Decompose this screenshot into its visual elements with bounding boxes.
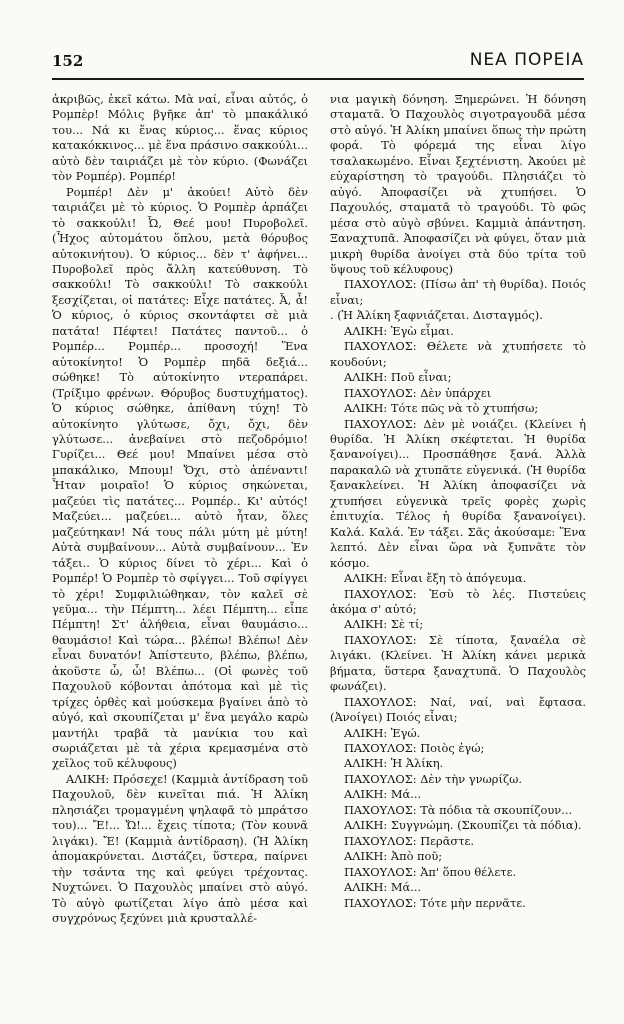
dialogue-line: ΠΑΧΟΥΛΟΣ: Δὲν μὲ νοιάζει. (Κλείνει ἡ θυρίδα. Ἡ Ἀλίκη σκέφτεται. Ἡ θυρίδα ξανανοίγει)... Προσπάθησε ξανά. Ἀλλὰ παρακαλῶ νὰ χτυπᾶτε εὐγενικά. (Ἡ θυρίδα ξανακλείνει. Ἡ Ἀλίκη ἀποφασίζει νὰ χτυπήσει εὐγενικὰ τρεῖς φορὲς χωρὶς ἐπιτυχία. Τέλος ἡ θυρίδα ξανανοίγει). Καλά. Καλά. Ἐν τάξει. Σᾶς ἀκούσαμε: Ἕνα λεπτό. Δὲν εἶναι ὥρα νὰ ξυπνᾶτε τὸν κόσμο.	[330, 416, 586, 570]
dialogue-line: ΑΛΙΚΗ: Ἡ Ἀλίκη.	[344, 756, 444, 771]
dialogue-line: ΑΛΙΚΗ: Ποῦ εἶναι;	[344, 370, 452, 385]
dialogue-line: ΑΛΙΚΗ: Ἐγὼ εἶμαι.	[344, 323, 454, 338]
dialogue-line: ΑΛΙΚΗ: Τότε πῶς νὰ τὸ χτυπήσω;	[344, 401, 539, 416]
paragraph: νια μαγικὴ δόνηση. Ξημερώνει. Ἡ δόνηση σταματᾶ. Ὁ Παχουλὸς σιγοτραγουδᾶ μέσα στὸ αὐγό. Ἡ Ἀλίκη μπαίνει ὅπως τὴν πρώτη φορά. Τὸ φόρεμά της εἶναι λίγο τσαλακωμένο. Εἶναι ξεχτένιστη. Ἀκούει μὲ εὐχαρίστηση τὸ τραγούδι. Πλησιάζει τὸ αὐγό. Ἀποφασίζει νὰ χτυπήσει. Ὁ Παχουλός, σταματᾶ τὸ τραγούδι. Τὸ φῶς μέσα στὸ αὐγὸ σβύνει. Καμμιὰ ἀπάντηση. Ξαναχτυπᾶ. Ἀποφασίζει νὰ φύγει, ὅταν μιὰ μικρὴ θυρίδα ἀνοίγει στὰ δύο τρίτα τοῦ ὕψους τοῦ κέλυφους)	[330, 92, 586, 276]
stage-direction: . (Ἡ Ἀλίκη ξαφνιάζεται. Δισταγμός).	[330, 308, 543, 323]
right-column	[330, 92, 586, 911]
dialogue-line: ΠΑΧΟΥΛΟΣ: Θέλετε νὰ χτυπήσετε τὸ κουδούνι;	[330, 339, 586, 369]
dialogue-line: ΠΑΧΟΥΛΟΣ: Ἀπ' ὅπου θέλετε.	[344, 864, 517, 879]
dialogue-line: ΠΑΧΟΥΛΟΣ: Ποιὸς ἐγώ;	[344, 741, 485, 756]
left-column	[52, 92, 308, 926]
dialogue-line: ΠΑΧΟΥΛΟΣ: Ναί, ναί, ναὶ ἔφτασα. (Ἀνοίγει) Ποιός εἶναι;	[330, 694, 586, 725]
header-rule	[52, 78, 584, 80]
dialogue-line: ΠΑΧΟΥΛΟΣ: Δὲν τὴν γνωρίζω.	[344, 771, 523, 786]
paragraph: Ρομπέρ! Δὲν μ' ἀκούει! Αὐτὸ δὲν ταιριάζει μὲ τὸ κύριος. Ὁ Ρομπὲρ ἁρπάζει τὸ σακκούλι! Ὦ, Θεέ μου! Πυροβολεῖ. (Ἦχος αὐτομάτου ὅπλου, μετὰ θόρυβος αὐτοκινήτου). Ὁ κύριος... δὲν τ' ἀφήνει... Πυροβολεῖ πρὸς ἄλλη κατεύθυνση. Τὸ σακκούλι! Τὸ σακκούλι! Τὸ σακκούλι ξεσχίζεται, οἱ πατάτες: Εἶχε πατάτες. Ἆ, ἆ! Ὁ κύριος, ὁ κύριος σκοντάφτει σὲ μιὰ πατάτα! Πέφτει! Πατάτες παντοῦ... ὁ Ρομπέρ... Ρομπέρ... προσοχή! Ἕνα αὐτοκίνητο! Ὁ Ρομπὲρ πηδᾶ δεξιά... σώθηκε! Τὸ αὐτοκίνητο ντεραπάρει. (Τρίξιμο φρένων. Θόρυβος δυστυχήματος). Ὁ κύριος σώθηκε, ἀπίθανη τύχη! Τὸ αὐτοκίνητο γλύτωσε, ὄχι, ὄχι, δὲν γλύτωσε... ἀνεβαίνει στὸ πεζοδρόμιο! Γυρίζει... Θεέ μου! Μπαίνει μέσα στὸ μπακάλικο, Μπουμ! Ὄχι, στὸ ἀπέναντι! Ἦταν μοιραῖο! Ὁ κύριος σηκώνεται, μαζεύει τὶς πατάτες... Ρομπέρ.. Κι' αὐτός! Μαζεύει... μαζεύει... αὐτὸ ἦταν, ὅλες μαζεύτηκαν! Νά τους πάλι μύτη μὲ μύτη! Αὐτὰ συμβαίνουν... Αὐτὰ συμβαίνουν... Ἐν τάξει.. Ὁ κύριος δίνει τὸ χέρι... Καὶ ὁ Ρομπέρ! Ὁ Ρομπὲρ τὸ σφίγγει... Τοῦ σφίγγει τὸ χέρι! Συμφιλιώθηκαν, τὸν καλεῖ σὲ γεῦμα... τὴν Πέμπτη... λέει Πέμπτη... εἶπε Πέμπτη! Στ' ἀλήθεια, εἶναι θαυμάσιο... θαυμάσιο! Καὶ τώρα... βλέπω! Βλέπω! Δὲν εἶναι δυνατόν! Ἀπίστευτο, βλέπω, βλέπω, ἀκοῦστε ὦ, ὦ! Βλέπω... (Οἱ φωνὲς τοῦ Παχουλοῦ κόβονται ἀπότομα καὶ μὲ τὶς τρίχες ὀρθὲς καὶ μούσκεμα βγαίνει ἀπὸ τὸ αὐγό, καὶ σκουπίζεται μ' ἕνα μεγάλο καρὼ μαντήλι τραβᾶ τὰ μανίκια του καὶ σωριάζεται μὲ τὰ χέρια κρεμασμένα στὸ χεῖλος τοῦ κέλυφους)	[52, 184, 308, 771]
dialogue-line: ΑΛΙΚΗ: Συγγνώμη. (Σκουπίζει τὰ πόδια).	[344, 818, 582, 833]
paragraph: ΑΛΙΚΗ: Πρόσεχε! (Καμμιὰ ἀντίδραση τοῦ Παχουλοῦ, δὲν κινεῖται πιά. Ἡ Ἀλίκη πλησιάζει τρομαγμένη ψηλαφᾶ τὸ μπράτσο του)... Ἔ!... Ὤ!... ἔχεις τίποτα; (Τὸν κουνᾶ λιγάκι). Ἔ! (Καμμιὰ ἀντίδραση). (Ἡ Ἀλίκη ἀπομακρύνεται. Διστάζει, ὕστερα, παίρνει τὴν τσάντα της καὶ φεύγει τρέχοντας. Νυχτώνει. Ὁ Παχουλὸς μπαίνει στὸ αὐγό. Τὸ αὐγὸ φωτίζεται λίγο ἀπὸ μέσα καὶ συγχρόνως ξεχύνει μιὰ κρυσταλλέ-	[52, 771, 308, 926]
dialogue-line: ΑΛΙΚΗ: Εἶναι ἔξη τὸ ἀπόγευμα.	[344, 571, 527, 586]
dialogue-line: ΠΑΧΟΥΛΟΣ: Περᾶστε.	[344, 833, 475, 848]
dialogue-line: ΠΑΧΟΥΛΟΣ: (Πίσω ἀπ' τὴ θυρίδα). Ποιός εἶναι;	[330, 277, 586, 307]
dialogue-line: ΠΑΧΟΥΛΟΣ: Τὰ πόδια τὰ σκουπίζουν...	[344, 802, 573, 817]
dialogue-line: ΠΑΧΟΥΛΟΣ: Ἐσὺ τὸ λές. Πιστεύεις ἀκόμα σ' αὐτό;	[330, 586, 586, 616]
dialogue-line: ΠΑΧΟΥΛΟΣ: Τότε μὴν περνᾶτε.	[344, 895, 526, 910]
dialogue-line: ΑΛΙΚΗ: Μά...	[344, 787, 422, 802]
page-number: 152	[52, 52, 84, 70]
dialogue-line: ΠΑΧΟΥΛΟΣ: Σὲ τίποτα, ξαναέλα σὲ λιγάκι. (Κλείνει. Ἡ Ἀλίκη κάνει μερικὰ βήματα, ὕστερα ξαναχτυπᾶ. Ὁ Παχουλὸς φωνάζει).	[330, 632, 586, 694]
journal-title: ΝΕΑ ΠΟΡΕΙΑ	[469, 50, 584, 70]
paragraph: ἀκριβῶς, ἐκεῖ κάτω. Μὰ ναί, εἶναι αὐτός, ὁ Ρομπὲρ! Μόλις βγῆκε ἀπ' τὸ μπακάλικό του... Νά κι ἕνας κύριος... ἕνας κύριος κατακόκκινος... μὲ ἕνα πράσινο σακκούλι... αὐτὸ δὲν ταιριάζει μὲ τὸν κύριο. (Φωνάζει τὸν Ρομπέρ). Ρομπέρ!	[52, 92, 308, 184]
dialogue-line: ΠΑΧΟΥΛΟΣ: Δὲν ὑπάρχει	[344, 385, 492, 400]
dialogue-line: ΑΛΙΚΗ: Μά...	[344, 880, 422, 895]
dialogue-line: ΑΛΙΚΗ: Ἐγώ.	[344, 725, 421, 740]
dialogue-line: ΑΛΙΚΗ: Σὲ τί;	[344, 617, 424, 632]
dialogue-line: ΑΛΙΚΗ: Ἀπὸ ποῦ;	[344, 849, 443, 864]
running-header	[52, 48, 584, 78]
